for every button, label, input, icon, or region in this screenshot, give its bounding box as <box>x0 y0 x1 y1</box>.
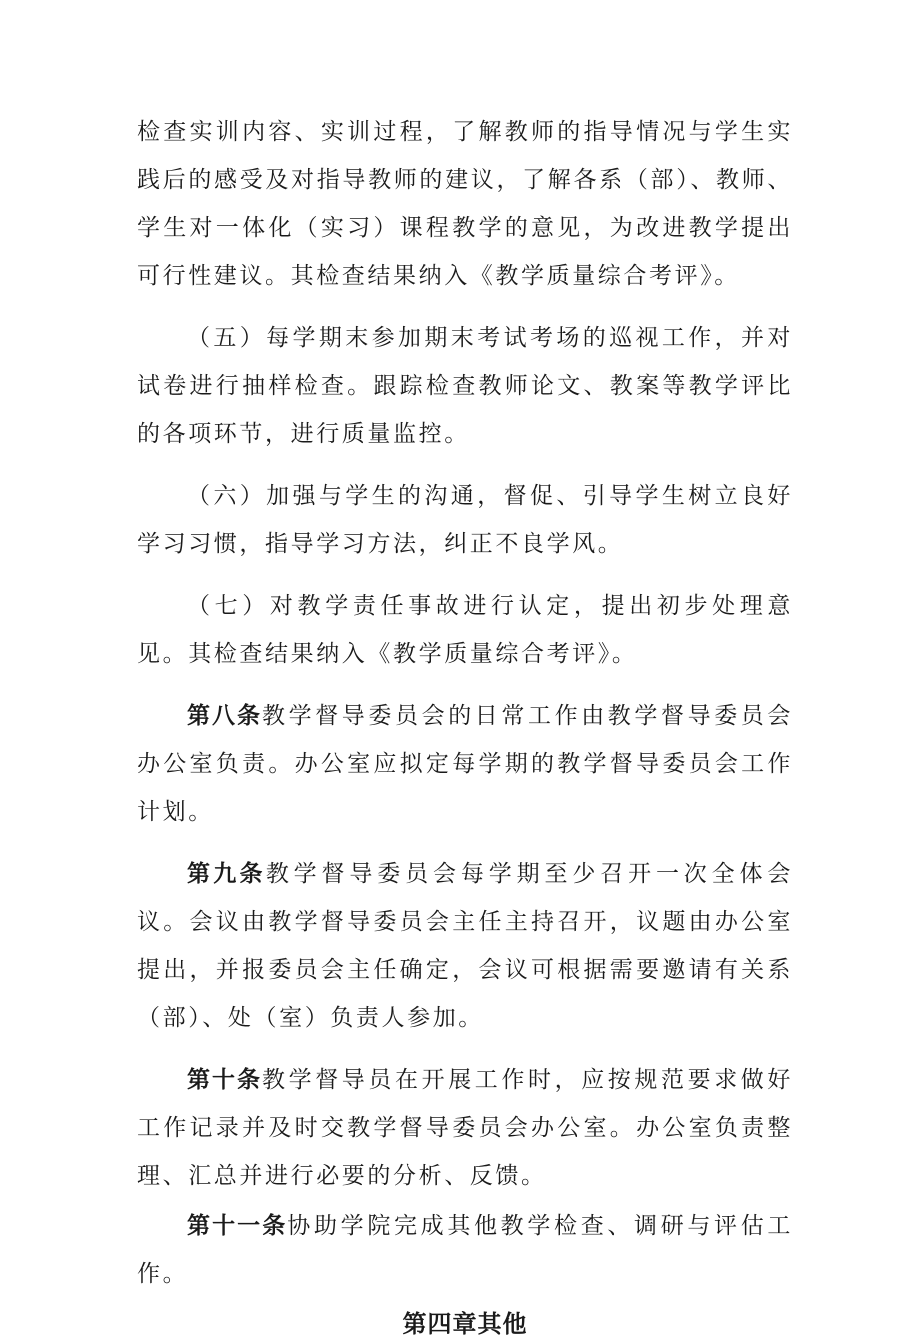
article-11-text: 协助学院完成其他教学检查、调研与评估工作。 <box>137 1213 794 1287</box>
article-11 <box>137 1202 793 1298</box>
article-11-number: 第十一条 <box>187 1213 288 1239</box>
article-8-text: 教学督导委员会的日常工作由教学督导委员会办公室负责。办公室应拟定每学期的教学督导委员会工作计划。 <box>137 703 793 825</box>
article-10 <box>137 1056 793 1200</box>
article-10-number: 第十条 <box>187 1067 262 1093</box>
paragraph-item-7: （七）对教学责任事故进行认定，提出初步处理意见。其检查结果纳入《教学质量综合考评》。 <box>137 593 793 667</box>
article-8-number: 第八条 <box>187 703 262 729</box>
paragraph-inspection-continued: 检查实训内容、实训过程，了解教师的指导情况与学生实践后的感受及对指导教师的建议，了解各系（部）、教师、学生对一体化（实习）课程教学的意见，为改进教学提出可行性建议。其检查结果纳入《教学质量综合考评》。 <box>137 119 793 289</box>
document-page <box>137 108 793 1344</box>
article-9-number: 第九条 <box>187 861 266 887</box>
article-9-text: 教学督导委员会每学期至少召开一次全体会议。会议由教学督导委员会主任主持召开，议题由办公室提出，并报委员会主任确定，会议可根据需要邀请有关系（部）、处（室）负责人参加。 <box>137 861 794 1031</box>
paragraph-item-6: （六）加强与学生的沟通，督促、引导学生树立良好学习习惯，指导学习方法，纠正不良学风。 <box>137 483 793 557</box>
article-10-text: 教学督导员在开展工作时，应按规范要求做好工作记录并及时交教学督导委员会办公室。办公室负责整理、汇总并进行必要的分析、反馈。 <box>137 1067 793 1189</box>
paragraph-item-5: （五）每学期末参加期末考试考场的巡视工作，并对试卷进行抽样检查。跟踪检查教师论文、教案等教学评比的各项环节，进行质量监控。 <box>137 325 793 447</box>
chapter-4-title: 第四章其他 <box>402 1310 528 1338</box>
article-8 <box>137 692 793 836</box>
article-9 <box>137 850 793 1042</box>
